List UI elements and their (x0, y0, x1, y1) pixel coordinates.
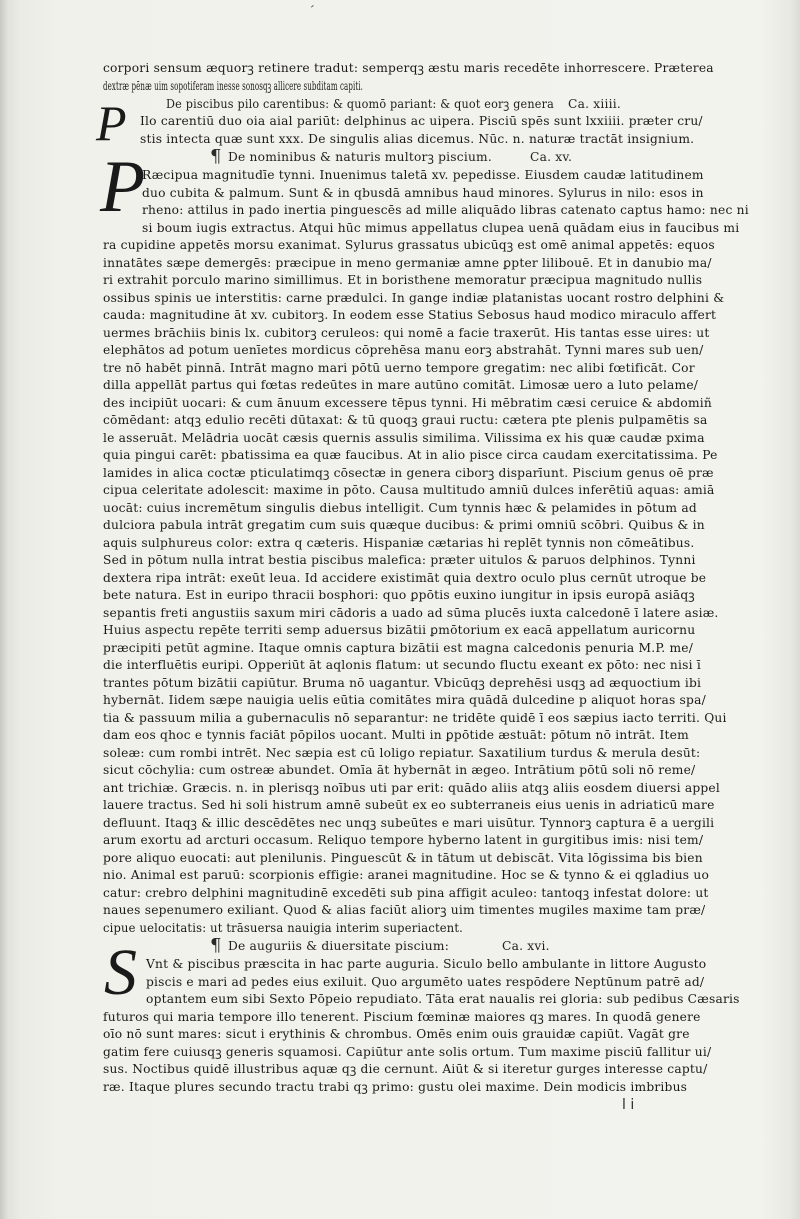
body-line: le asseruāt. Melādria uocāt cæsis quernis assulis similima. Vilissima ex his quæ caudæ pxima (103, 431, 705, 445)
body-line: tia & passuum milia a gubernaculis nō separantur: ne tridēte quidē ī eos sæpius iacto territi. Qui (103, 711, 727, 725)
section-heading: De auguriis & diuersitate piscium: (228, 939, 450, 953)
body-line: arum exortu ad arcturi occasum. Reliquo tempore hyberno latent in gurgitibus imis: nisi tem/ (103, 833, 704, 847)
body-line: trantes pōtum bizātii capiūtur. Bruma nō uagantur. Vbicūqꝫ deprehēsi usqꝫ ad æquoctium ibi (103, 676, 702, 690)
body-line: cōmēdant: atqꝫ edulio recēti dūtaxat: & tū quoqꝫ graui ructu: cætera pte plenis pulpamētis sa (103, 413, 708, 427)
body-line: cipua celeritate adolescit: maxime in pōto. Causa multitudo amniū dulces inferētiū aquas: amiā (103, 483, 715, 497)
body-line: ossibus spinis ue interstitis: carne prædulci. In gange indiæ platanistas uocant rostro delphini & (103, 291, 725, 305)
body-line: optantem eum sibi Sexto Pōpeio repudiato. Tāta erat naualis rei gloria: sub pedibus Cæsaris (146, 992, 740, 1006)
handwritten-flourish: ˊ (310, 4, 315, 19)
opening-line: corpori sensum æquorꝫ retinere tradut: semperqꝫ æstu maris recedēte inhorrescere. Præterea (103, 61, 714, 75)
chapter-label: Ca. xv. (530, 150, 573, 164)
body-line: hybernāt. Iidem sæpe nauigia uelis eūtia comitātes mira quādā dulcedine p aliquot horas spa/ (103, 693, 706, 707)
body-line: des incipiūt uocari: & cum ānuum excessere tēpus tynni. Hi mēbratim cæsi ceruice & abdomiñ (103, 396, 713, 410)
body-line: oīo nō sunt mares: sicut i erythinis & chrombus. Omēs enim ouis grauidæ capiūt. Vagāt gre (103, 1027, 690, 1041)
chapter-label: Ca. xvi. (502, 939, 550, 953)
pilcrow-mark: ¶ (210, 935, 222, 956)
body-line: die interfluētis euripi. Opperiūt āt aqlonis flatum: ut secundo fluctu exeant ex pōto: nec nisi ī (103, 658, 701, 672)
body-line: nio. Animal est paruū: scorpionis effigie: aranei magnitudine. Hoc se & tynno & ei qgladius uo (103, 868, 710, 882)
body-line: præcipiti petūt agmine. Itaque omnis captura bizātii est magna calcedonis penuria M.P. me/ (103, 641, 694, 655)
body-line: bete natura. Est in euripo thracii bosphori: quo ꝑpōtis euxino iungitur in ipsis europā asiāqꝫ (103, 588, 695, 602)
body-line: Huius aspectu repēte territi semp aduersus bizātii ꝑmōtorium ex eacā appellatum auricornu (103, 623, 696, 637)
initial-letter-p: P (100, 146, 146, 228)
body-line: Ilo carentiū duo oia aial pariūt: delphinus ac uipera. Pisciū spēs sunt lxxiiii. præter cru/ (140, 114, 703, 128)
opening-line: dextræ pēnæ uim sopotiferam inesse sonosqꝫ allicere subditam capiti. (103, 79, 364, 93)
body-line: pore aliquo euocati: aut plenilunis. Pinguescūt & in tātum ut debiscāt. Vita lōgissima bis bien (103, 851, 703, 865)
body-line: dam eos qhoc e tynnis faciāt pōpilos uocant. Multi in ꝑpōtide æstuāt: pōtum nō intrāt. Item (103, 728, 689, 742)
body-line: cauda: magnitudine āt xv. cubitorꝫ. In eodem esse Statius Sebosus haud modico miraculo affert (103, 308, 717, 322)
body-line: sus. Noctibus quidē illustribus aquæ qꝫ die cernunt. Aiūt & si iteretur gurges interesse captu/ (103, 1062, 708, 1076)
body-line: dilla appellāt partus qui fœtas redeūtes in mare autūno comitāt. Limosæ uero a luto pelame/ (103, 378, 699, 392)
body-line: innatātes sæpe demergēs: præcipue in meno germaniæ amne ꝑpter lilibouē. Et in danubio ma/ (103, 256, 712, 270)
body-line: Ræcipua magnitudīe tynni. Inuenimus taletā xv. pepedisse. Eiusdem caudæ latitudinem (142, 168, 704, 182)
body-line: lauere tractus. Sed hi soli histrum amnē subeūt ex eo subterraneis eius uenis in adriaticū mare (103, 798, 715, 812)
body-line: cipue uelocitatis: ut trāsuersa nauigia interim superiactent. (103, 921, 464, 935)
body-line: lamides in alica coctæ pticulatimqꝫ cōsectæ in genera ciborꝫ disparīunt. Piscium genus oē præ (103, 466, 714, 480)
body-line: sicut cōchylia: cum ostreæ abundet. Omīa āt hybernāt in ægeo. Intrātium pōtū soli nō reme/ (103, 763, 696, 777)
body-line: quia pingui carēt: pbatissima ea quæ faucibus. At in alio pisce circa caudam exercitatissima. Pe (103, 448, 718, 462)
body-line: futuros qui maria tempore illo tenerent. Piscium fœminæ maiores qꝫ mares. In quodā genere (103, 1010, 701, 1024)
pilcrow-mark: ¶ (210, 146, 222, 167)
body-line: dextera ripa intrāt: exeūt leua. Id accidere existimāt quia dextro oculo plus cernūt utroque be (103, 571, 707, 585)
body-line: uocāt: cuius incremētum singulis diebus intelligit. Cum tynnis hæc & pelamides in pōtum ad (103, 501, 697, 515)
body-line: aquis sulphureus color: extra q cæteris. Hispaniæ cætarias hi replēt tynnis non cōmeātibus. (103, 536, 695, 550)
body-line: si boum iugis extractus. Atqui hūc mimus appellatus clupea uenā quādam eius in faucibus mi (142, 221, 740, 235)
body-line: Sed in pōtum nulla intrat bestia piscibus malefica: præter uitulos & paruos delphinos. Tynni (103, 553, 696, 567)
body-line: dulciora pabula intrāt gregatim cum suis quæque ducibus: & primi omniū scōbri. Quibus & in (103, 518, 705, 532)
body-line: ant trichiæ. Græcis. n. in plerisqꝫ noībus uti par erit: quādo aliis atqꝫ aliis eosdem diuersi appel (103, 781, 720, 795)
body-line: duo cubita & palmum. Sunt & in qbusdā amnibus haud minores. Sylurus in nilo: esos in (142, 186, 704, 200)
body-line: defluunt. Itaqꝫ & illic descēdētes nec unqꝫ subeūtes e mari uisūtur. Tynnorꝫ captura ē a uergili (103, 816, 715, 830)
initial-letter-s: S (104, 936, 137, 1009)
initial-letter-p: P (96, 95, 127, 151)
body-line: ræ. Itaque plures secundo tractu trabi qꝫ primo: gustu olei maxime. Dein modicis imbribus (103, 1080, 688, 1094)
body-line: naues sepenumero exiliant. Quod & alias faciūt aliorꝫ uim timentes mugiles maxime tam præ/ (103, 903, 706, 917)
section-heading: De nominibus & naturis multorꝫ piscium. (228, 150, 492, 164)
body-line: ra cupidine appetēs morsu exanimat. Sylurus grassatus ubicūqꝫ est omē animal appetēs: equos (103, 238, 715, 252)
body-line: Vnt & piscibus præscita in hac parte auguria. Siculo bello ambulante in littore Augusto (146, 957, 707, 971)
body-line: uermes brāchiis binis lx. cubitorꝫ ceruleos: qui nomē a facie traxerūt. His tantas esse uires: ut (103, 326, 710, 340)
body-line: soleæ: cum rombi intrēt. Nec sæpia est cū loligo repiatur. Saxatilium turdus & merula desūt: (103, 746, 701, 760)
body-line: piscis e mari ad pedes eius exiluit. Quo argumēto uates respōdere Neptūnum patrē ad/ (146, 975, 705, 989)
body-line: catur: crebro delphini magnitudinē excedēti sub pina affigit aculeo: tantoqꝫ infestat dolore: ut (103, 886, 709, 900)
chapter-label: Ca. xiiii. (568, 97, 621, 111)
body-line: stis intecta quæ sunt xxx. De singulis alias dicemus. Nūc. n. naturæ tractāt insignium. (140, 132, 695, 146)
signature-mark: l i (622, 1097, 635, 1113)
body-line: tre nō habēt pinnā. Intrāt magno mari pōtū uerno tempore gregatim: nec alibi fœtificāt. Cor (103, 361, 695, 375)
body-line: ri extrahit porculo marino simillimus. Et in boristhene memoratur præcipua magnitudo nullis (103, 273, 703, 287)
section-heading: De piscibus pilo carentibus: & quomō pariant: & quot eorꝫ genera (166, 97, 555, 111)
body-line: sepantis freti angustiis saxum miri cādoris a uado ad sūma plucēs iuxta calcedonē ī latere asiæ. (103, 606, 719, 620)
body-line: rheno: attilus in pado inertia pinguescēs ad mille aliquādo libras catenato captus hamo: nec ni (142, 203, 749, 217)
body-line: gatim fere cuiusqꝫ generis squamosi. Capiūtur ante solis ortum. Tum maxime pisciū fallitur ui/ (103, 1045, 712, 1059)
body-line: elephātos ad potum uenīetes mordicus cōprehēsa manu eorꝫ abstrahāt. Tynni mares sub uen/ (103, 343, 704, 357)
